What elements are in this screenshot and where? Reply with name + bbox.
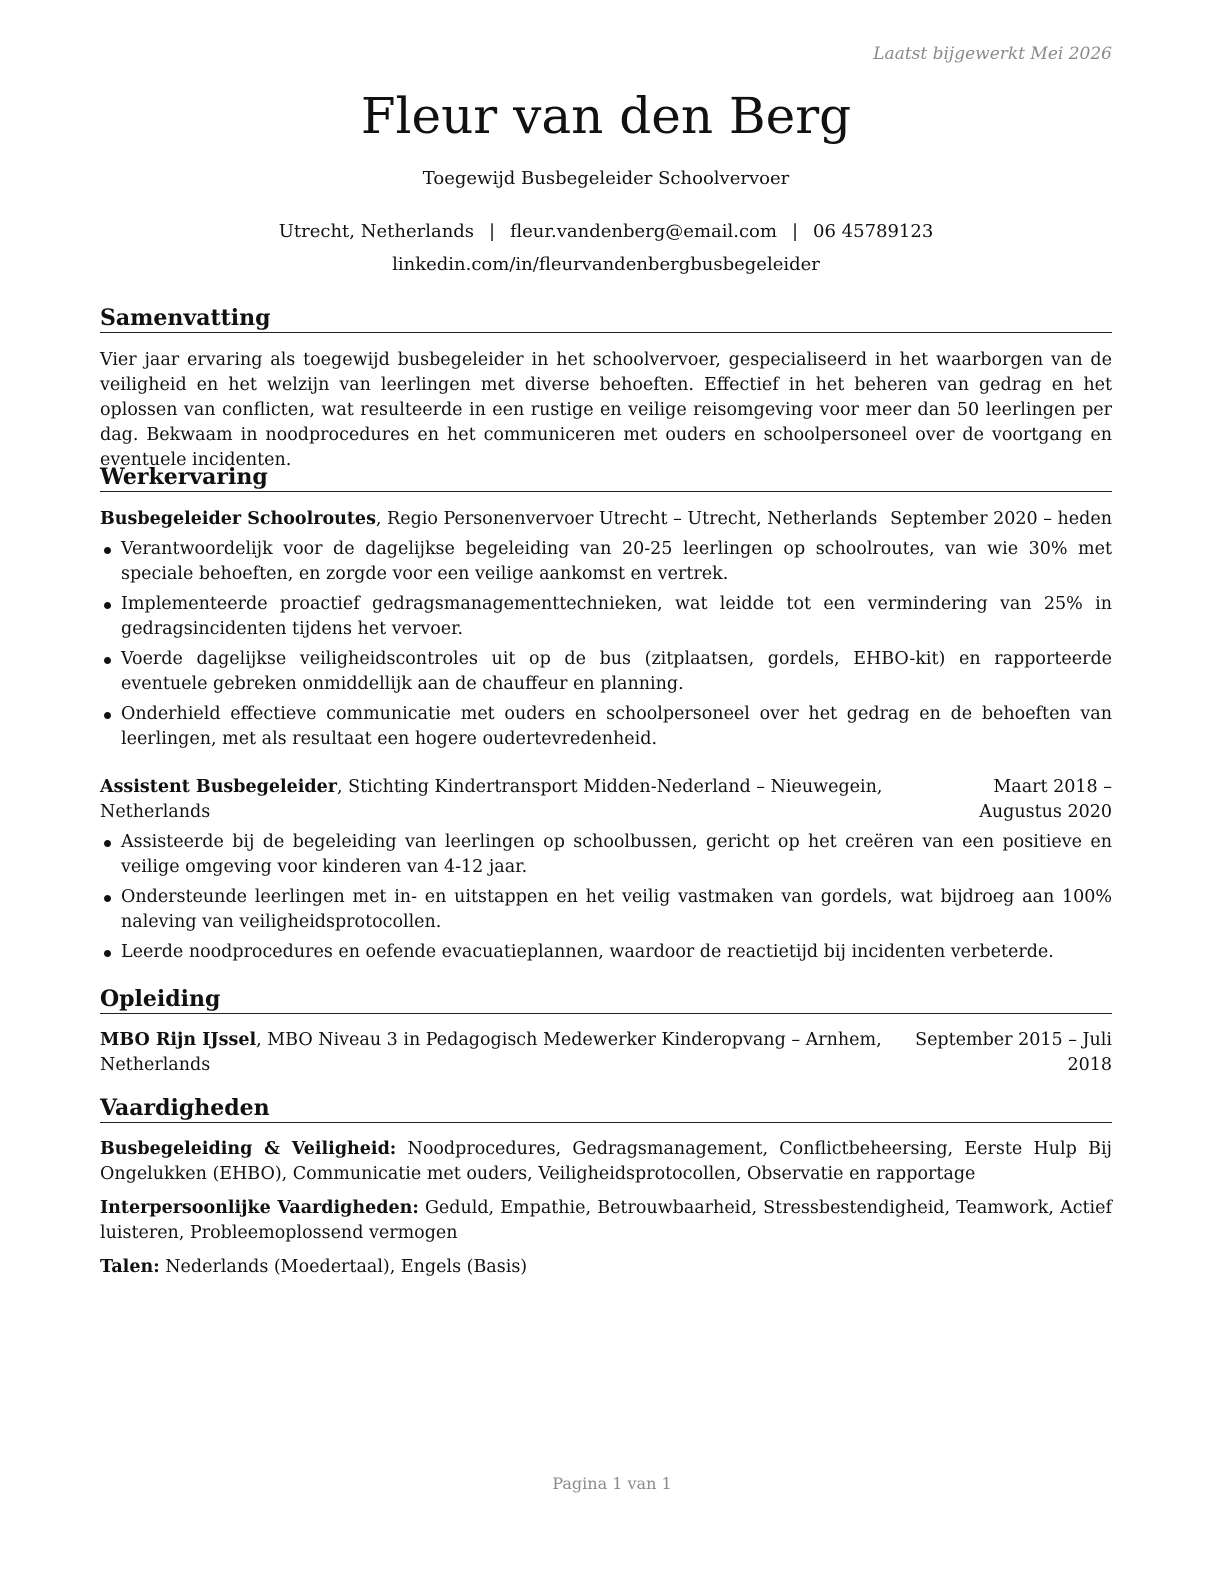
phone: 06 45789123 (813, 221, 934, 242)
last-updated: Laatst bijgewerkt Mei 2026 (873, 44, 1112, 64)
skill-group (100, 1255, 1112, 1280)
list-item: Voerde dagelijkse veiligheidscontroles uit op de bus (zitplaatsen, gordels, EHBO-kit) en rapporteerde eventuele gebreken onmiddellijk aan de chauffeur en planning. (100, 647, 1112, 697)
list-item: Leerde noodprocedures en oefende evacuatieplannen, waardoor de reactietijd bij incidenten verbeterde. (100, 940, 1112, 965)
list-item: Onderhield effectieve communicatie met ouders en schoolpersoneel over het gedrag en de behoeften van leerlingen, met als resultaat een hogere oudertevredenheid. (100, 702, 1112, 752)
job-title-line (100, 775, 930, 825)
skill-text: Noodprocedures, Gedragsmanagement, Conflictbeheersing, Eerste Hulp Bij Ongelukken (EHBO), Communicatie met ouders, Veiligheidsprotocollen, Observatie en rapportage (100, 1139, 1112, 1184)
job-role: Assistent Busbegeleider (100, 777, 338, 797)
job-header (100, 775, 1112, 825)
job-bullets (100, 830, 1112, 970)
list-item: Verantwoordelijk voor de dagelijkse begeleiding van 20-25 leerlingen op schoolroutes, van wie 30% met speciale behoeften, en zorgde voor een veilige aankomst en vertrek. (100, 537, 1112, 587)
job-org: , Regio Personenvervoer Utrecht – Utrecht, Netherlands (375, 509, 878, 529)
section-title-skills: Vaardigheden (100, 1094, 1112, 1123)
degree: , MBO Niveau 3 in Pedagogisch Medewerker Kinderopvang – Arnhem, Netherlands (100, 1030, 882, 1075)
skill-group (100, 1137, 1112, 1187)
tagline: Toegewijd Busbegeleider Schoolvervoer (422, 168, 790, 189)
contact-line (100, 219, 1112, 245)
summary-text: Vier jaar ervaring als toegewijd busbegeleider in het schoolvervoer, gespecialiseerd in het waarborgen van de veiligheid en het welzijn van leerlingen met diverse behoeften. Effectief in het beheren van gedrag en het oplossen van conflicten, wat resulteerde in een rustige en veilige reisomgeving voor meer dan 50 leerlingen per dag. Bekwaam in noodprocedures en het communiceren met ouders en schoolpersoneel over de voortgang en eventuele incidenten. (100, 350, 1112, 470)
skill-label: Interpersoonlijke Vaardigheden: (100, 1198, 419, 1218)
contact-separator: | (791, 221, 799, 242)
skill-text: Geduld, Empathie, Betrouwbaarheid, Stressbestendigheid, Teamwork, Actief luisteren, Probleemoplossend vermogen (100, 1198, 1112, 1243)
page-number: Pagina 1 van 1 (552, 1474, 672, 1493)
location: Utrecht, Netherlands (278, 221, 475, 242)
linkedin-link[interactable]: linkedin.com/in/fleurvandenbergbusbegeleider (392, 254, 820, 275)
list-item: Ondersteunde leerlingen met in- en uitstappen en het veilig vastmaken van gordels, wat bijdroeg aan 100% naleving van veiligheidsprotocollen. (100, 885, 1112, 935)
education-dates: September 2015 – Juli 2018 (915, 1030, 1112, 1075)
job-header (100, 507, 1112, 532)
education-header (100, 1028, 1112, 1078)
education-line (100, 1028, 900, 1078)
skill-text: Nederlands (Moedertaal), Engels (Basis) (159, 1257, 528, 1277)
job-org: , Stichting Kindertransport Midden-Nederland – Nieuwegein, Netherlands (100, 777, 883, 822)
list-item: Implementeerde proactief gedragsmanagementtechnieken, wat leidde tot een vermindering van 25% in gedragsincidenten tijdens het vervoer. (100, 592, 1112, 642)
section-title-experience: Werkervaring (100, 463, 1112, 492)
job-dates: Maart 2018 – Augustus 2020 (979, 777, 1112, 822)
email-link[interactable]: fleur.vandenberg@email.com (510, 221, 777, 242)
section-title-education: Opleiding (100, 985, 1112, 1014)
candidate-name: Fleur van den Berg (360, 87, 852, 145)
skill-label: Talen: (100, 1257, 160, 1277)
job-dates: September 2020 – heden (890, 509, 1112, 529)
section-title-summary: Samenvatting (100, 304, 1112, 333)
job-bullets (100, 537, 1112, 757)
school-name: MBO Rijn IJssel (100, 1030, 257, 1050)
contact-separator: | (489, 221, 496, 242)
job-role: Busbegeleider Schoolroutes (100, 509, 376, 529)
skill-label: Busbegeleiding & Veiligheid: (100, 1139, 397, 1159)
job-title-line (100, 507, 877, 532)
skill-group (100, 1196, 1112, 1246)
list-item: Assisteerde bij de begeleiding van leerlingen op schoolbussen, gericht op het creëren van een positieve en veilige omgeving voor kinderen van 4-12 jaar. (100, 830, 1112, 880)
